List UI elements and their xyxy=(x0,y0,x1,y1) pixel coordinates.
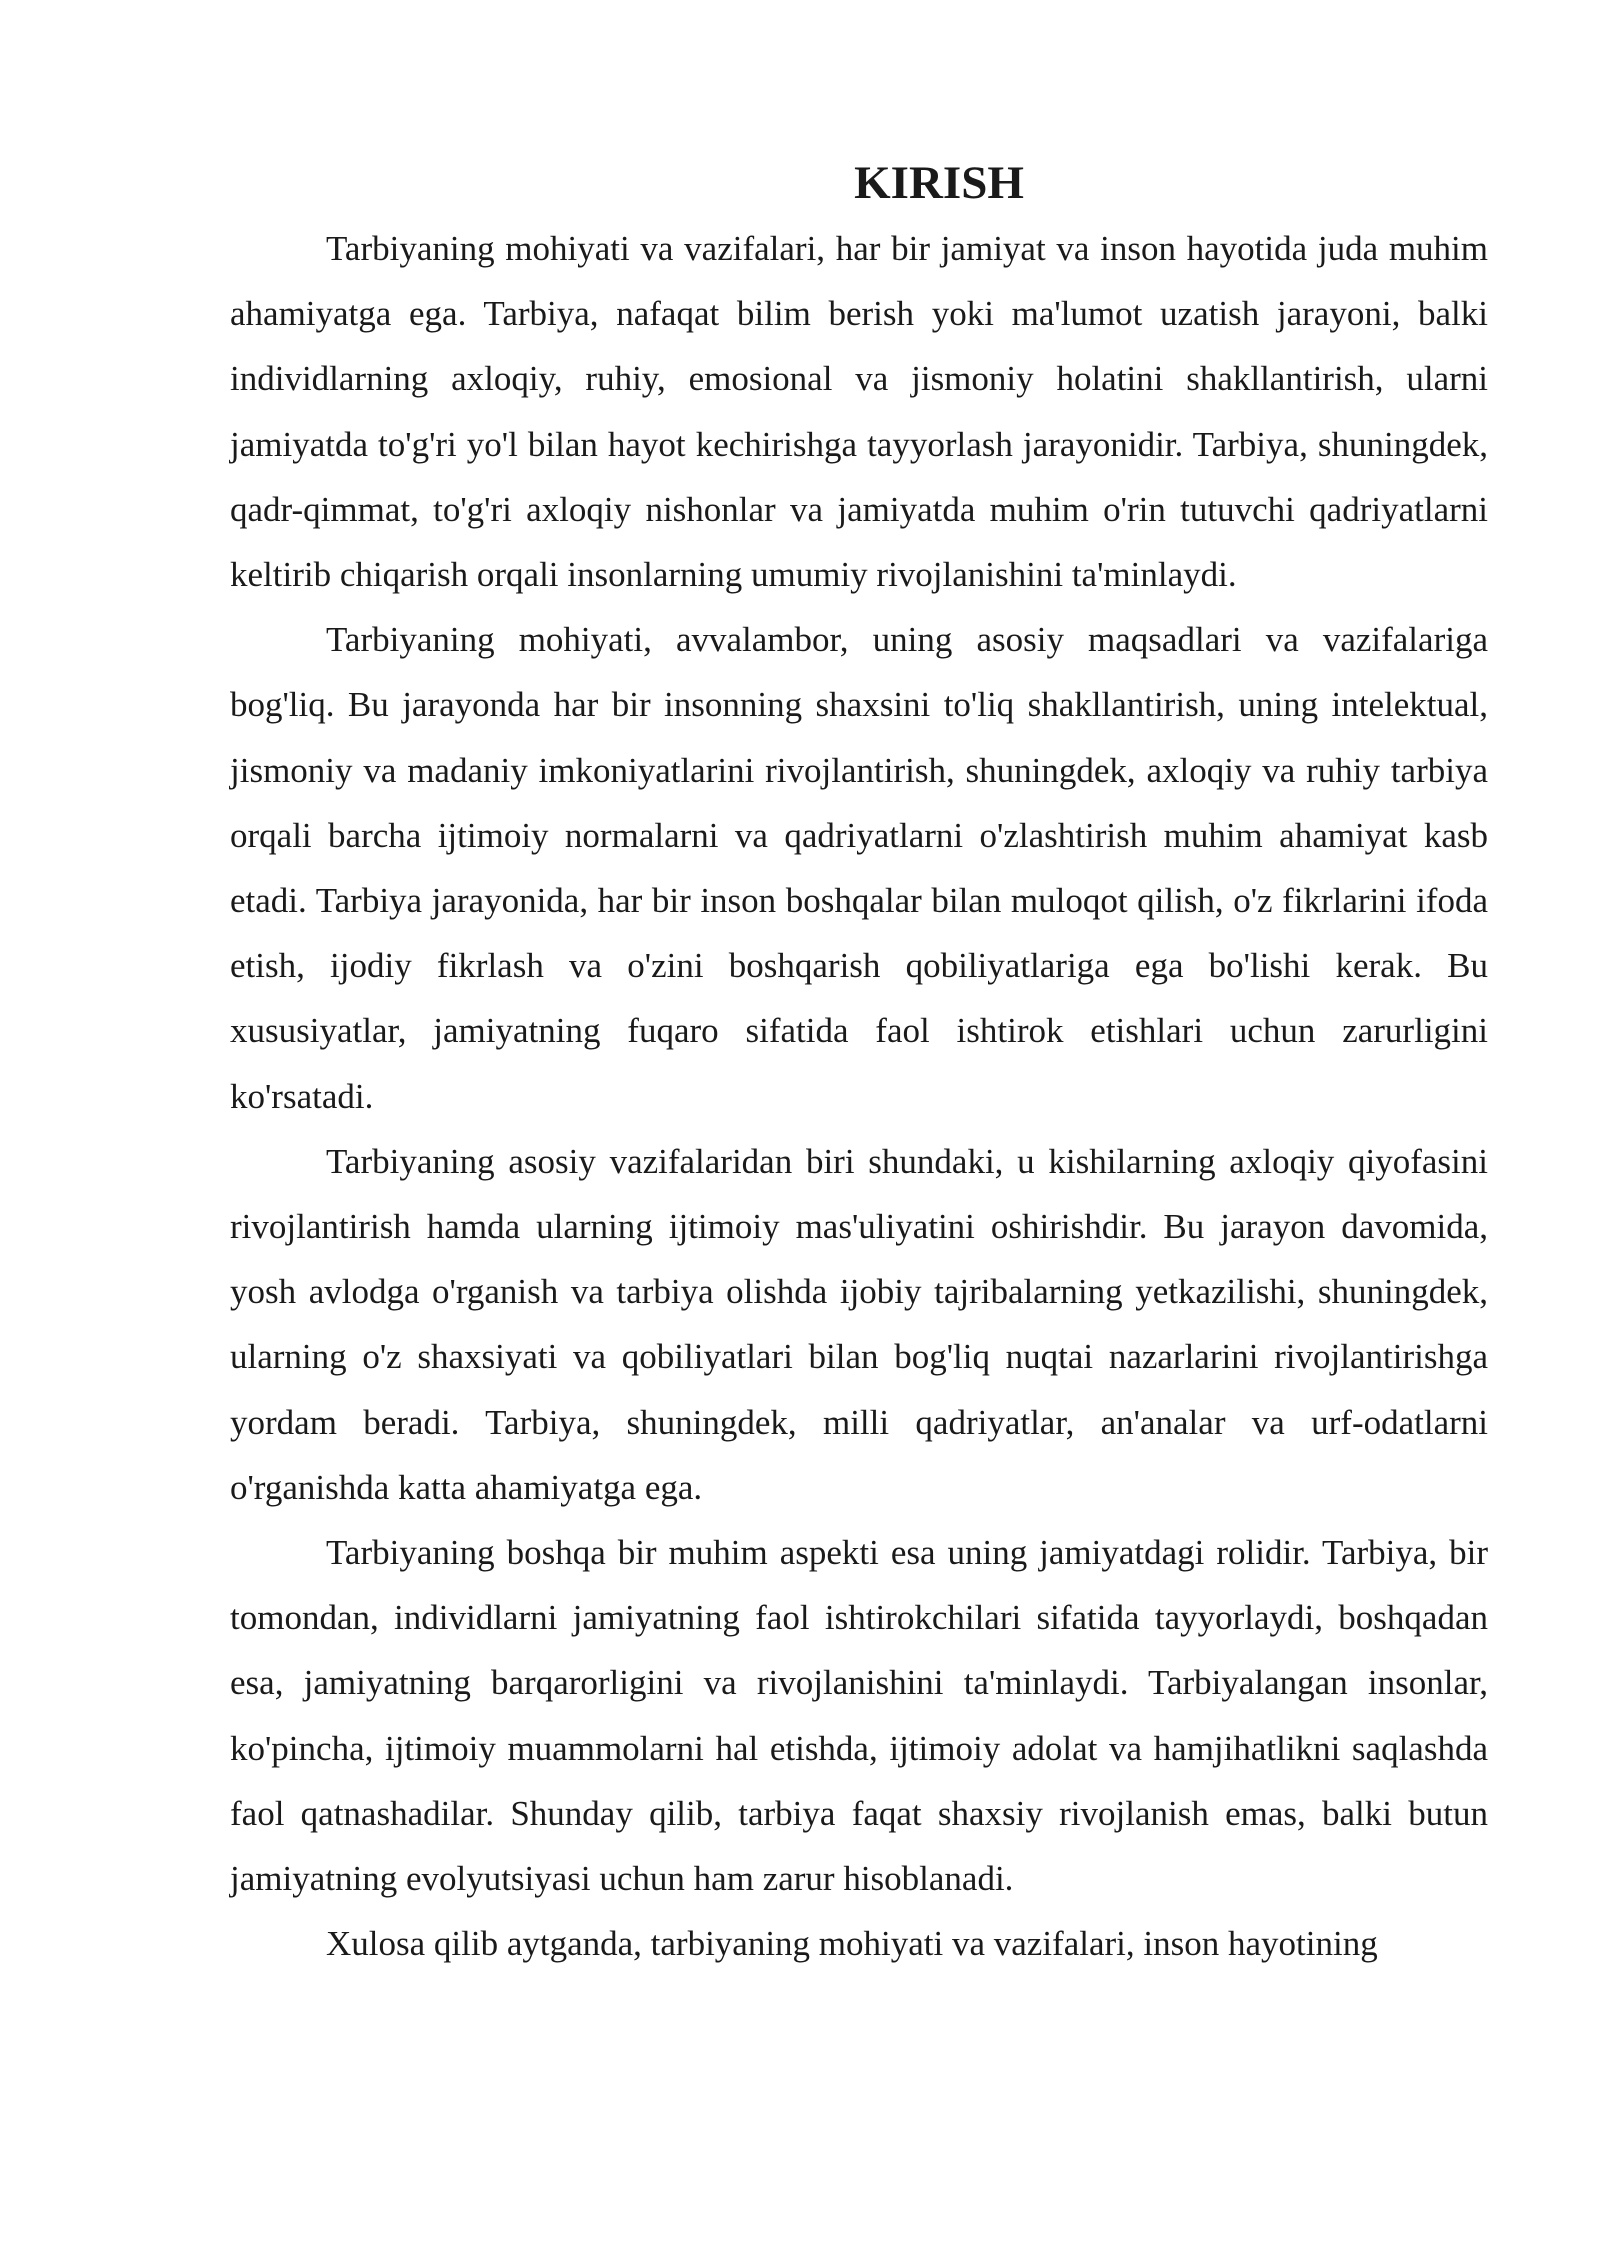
paragraph: Tarbiyaning mohiyati, avvalambor, uning asosiy maqsadlari va vazifalariga bog'liq. Bu jarayonda har bir insonning shaxsini to'liq shakllantirish, uning intelektual, jismoniy va madaniy imkoniyatlarini rivojlantirish, shuningdek, axloqiy va ruhiy tarbiya orqali barcha ijtimoiy normalarni va qadriyatlarni o'zlashtirish muhim ahamiyat kasb etadi. Tarbiya jarayonida, har bir inson boshqalar bilan muloqot qilish, o'z fikrlarini ifoda etish, ijodiy fikrlash va o'zini boshqarish qobiliyatlariga ega bo'lishi kerak. Bu xususiyatlar, jamiyatning fuqaro sifatida faol ishtirok etishlari uchun zarurligini ko'rsatadi. xyxy=(230,620,1488,1116)
document-body xyxy=(230,150,1488,1976)
paragraph: Xulosa qilib aytganda, tarbiyaning mohiyati va vazifalari, inson hayotining xyxy=(326,1924,1378,1964)
paragraph: Tarbiyaning mohiyati va vazifalari, har bir jamiyat va inson hayotida juda muhim ahamiyatga ega. Tarbiya, nafaqat bilim berish yoki ma'lumot uzatish jarayoni, balki individlarning axloqiy, ruhiy, emosional va jismoniy holatini shakllantirish, ularni jamiyatda to'g'ri yo'l bilan hayot kechirishga tayyorlash jarayonidir. Tarbiya, shuningdek, qadr-qimmat, to'g'ri axloqiy nishonlar va jamiyatda muhim o'rin tutuvchi qadriyatlarni keltirib chiqarish orqali insonlarning umumiy rivojlanishini ta'minlaydi. xyxy=(230,229,1488,595)
paragraph: Tarbiyaning asosiy vazifalaridan biri shundaki, u kishilarning axloqiy qiyofasini rivojlantirish hamda ularning ijtimoiy mas'uliyatini oshirishdir. Bu jarayon davomida, yosh avlodga o'rganish va tarbiya olishda ijobiy tajribalarning yetkazilishi, shuningdek, ularning o'z shaxsiyati va qobiliyatlari bilan bog'liq nuqtai nazarlarini rivojlantirishga yordam beradi. Tarbiya, shuningdek, milli qadriyatlar, an'analar va urf-odatlarni o'rganishda katta ahamiyatga ega. xyxy=(230,1141,1488,1507)
page-title: KIRISH xyxy=(854,157,1024,209)
paragraph: Tarbiyaning boshqa bir muhim aspekti esa uning jamiyatdagi rolidir. Tarbiya, bir tomondan, individlarni jamiyatning faol ishtirokchilari sifatida tayyorlaydi, boshqadan esa, jamiyatning barqarorligini va rivojlanishini ta'minlaydi. Tarbiyalangan insonlar, ko'pincha, ijtimoiy muammolarni hal etishda, ijtimoiy adolat va hamjihatlikni saqlashda faol qatnashadilar. Shunday qilib, tarbiya faqat shaxsiy rivojlanish emas, balki butun jamiyatning evolyutsiyasi uchun ham zarur hisoblanadi. xyxy=(230,1533,1488,1899)
